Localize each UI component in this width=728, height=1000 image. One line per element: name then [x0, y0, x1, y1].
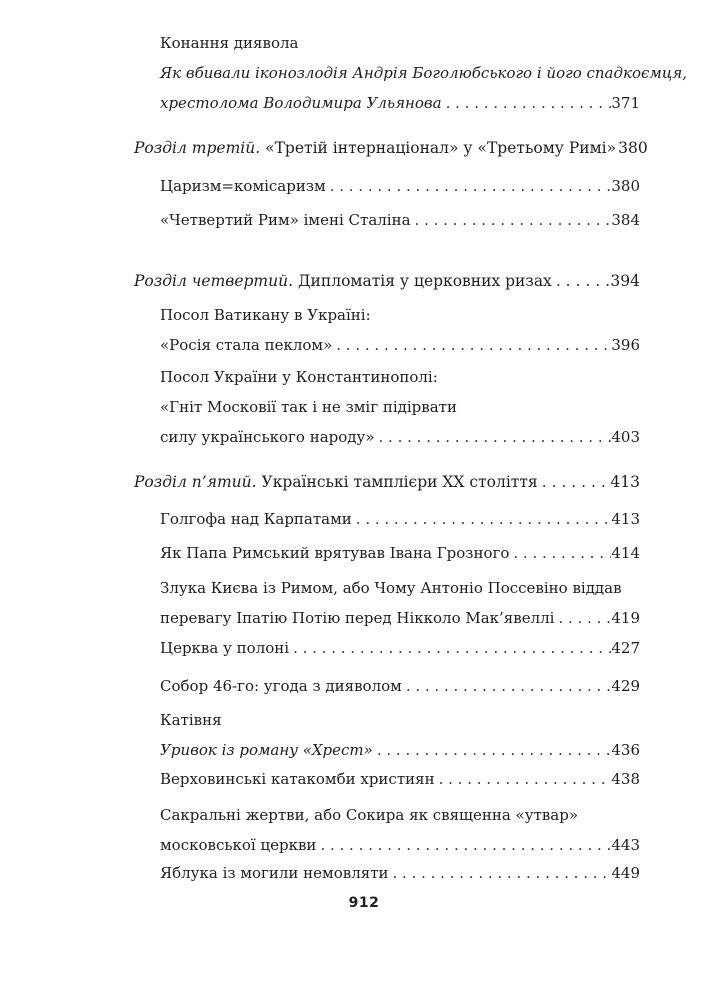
toc-chapter-line [134, 133, 648, 163]
toc-entry-text: «Росія стала пеклом» [160, 336, 333, 354]
toc-entry-text: Уривок із роману «Хрест» [160, 741, 373, 759]
toc-entry-title-line: Конання диявола [160, 34, 299, 52]
dot-leader [538, 467, 611, 497]
toc-page-number: 380 [618, 139, 648, 157]
toc-entry-text: «Четвертий Рим» імені Сталіна [160, 211, 411, 229]
toc-chapter [134, 266, 640, 296]
toc-page-number: 403 [611, 428, 640, 446]
toc-entry [160, 171, 640, 201]
toc-page-number: 438 [611, 770, 640, 788]
toc-entry [160, 300, 640, 360]
toc-chapter [134, 133, 648, 163]
dot-leader [411, 205, 612, 235]
toc-page-number: 371 [611, 94, 640, 112]
toc-entry-text: Царизм=комісаризм [160, 177, 326, 195]
toc-entry [160, 573, 640, 633]
page-number-footer: 912 [348, 895, 380, 911]
toc-page-number: 427 [611, 639, 640, 657]
toc-entry-text: силу українського народу» [160, 428, 375, 446]
dot-leader [289, 633, 611, 663]
dot-leader [352, 504, 612, 534]
toc-entry [160, 858, 640, 888]
dot-leader [554, 603, 611, 633]
toc-entry-text: московської церкви [160, 836, 317, 854]
dot-leader [326, 171, 612, 201]
toc-page-number: 396 [611, 336, 640, 354]
toc-page-number: 394 [610, 272, 640, 290]
chapter-prefix: Розділ п’ятий. [134, 473, 257, 491]
toc-entry-title-line: Злука Києва із Римом, або Чому Антоніо Поссевіно віддав [160, 579, 622, 597]
toc-entry-text: Яблука із могили немовляти [160, 864, 389, 882]
toc-chapter-line [134, 467, 640, 497]
toc-chapter-line [134, 266, 640, 296]
toc-entry [160, 362, 640, 452]
dot-leader [442, 88, 612, 118]
toc-entry-text: Голгофа над Карпатами [160, 510, 352, 528]
toc-page-number: 384 [611, 211, 640, 229]
dot-leader [375, 422, 612, 452]
toc-entry [160, 800, 640, 860]
toc-page-number: 429 [611, 677, 640, 695]
toc-entry [160, 705, 640, 765]
toc-entry-title-line: Катівня [160, 711, 222, 729]
toc-entry-last-line [160, 88, 640, 118]
toc-entry [160, 205, 640, 235]
dot-leader [552, 266, 611, 296]
dot-leader [402, 671, 612, 701]
toc-page-number: 414 [611, 544, 640, 562]
toc-chapter [134, 467, 640, 497]
toc-entry [160, 504, 640, 534]
toc-entry [160, 764, 640, 794]
chapter-prefix: Розділ четвертий. [134, 272, 294, 290]
chapter-title: «Третій інтернаціонал» у «Третьому Римі» [265, 139, 617, 157]
toc-page-number: 380 [611, 177, 640, 195]
chapter-title: Дипломатія у церковних ризах [297, 272, 552, 290]
toc-entry-text: Церква у полоні [160, 639, 290, 657]
toc-entry-text: перевагу Іпатію Потію перед Нікколо Мак’явеллі [160, 609, 555, 627]
toc-page-number: 413 [610, 473, 640, 491]
toc-entry-title-line: Посол Ватикану в Україні: [160, 306, 371, 324]
toc-entry-text: Як Папа Римський врятував Івана Грозного [160, 544, 510, 562]
dot-leader [389, 858, 612, 888]
dot-leader [435, 764, 612, 794]
toc-entry-subtitle-line: Як вбивали іконозлодія Андрія Боголюбського і його спадкоємця, [160, 64, 687, 82]
toc-entry-text: Собор 46-го: угода з дияволом [160, 677, 402, 695]
toc-entry [160, 633, 640, 663]
toc-page-number: 419 [611, 609, 640, 627]
toc-page-number: 436 [611, 741, 640, 759]
chapter-title: Українські тамплієри ХХ століття [261, 473, 538, 491]
dot-leader [509, 538, 611, 568]
toc-entry [160, 538, 640, 568]
dot-leader [332, 330, 611, 360]
toc-entry-title-line: «Гніт Московії так і не зміг підірвати [160, 398, 457, 416]
dot-leader [316, 830, 611, 860]
toc-page-number: 449 [611, 864, 640, 882]
toc-entry [160, 671, 640, 701]
toc-entry [160, 28, 687, 118]
toc-entry-title-line: Посол України у Константинополі: [160, 368, 438, 386]
toc-entry-text: хрестолома Володимира Ульянова [160, 94, 442, 112]
toc-page-number: 413 [611, 510, 640, 528]
dot-leader [373, 735, 612, 765]
chapter-prefix: Розділ третій. [134, 139, 261, 157]
toc-entry-text: Верховинські катакомби християн [160, 770, 435, 788]
toc-page-number: 443 [611, 836, 640, 854]
toc-entry-title-line: Сакральні жертви, або Сокира як священна «утвар» [160, 806, 579, 824]
